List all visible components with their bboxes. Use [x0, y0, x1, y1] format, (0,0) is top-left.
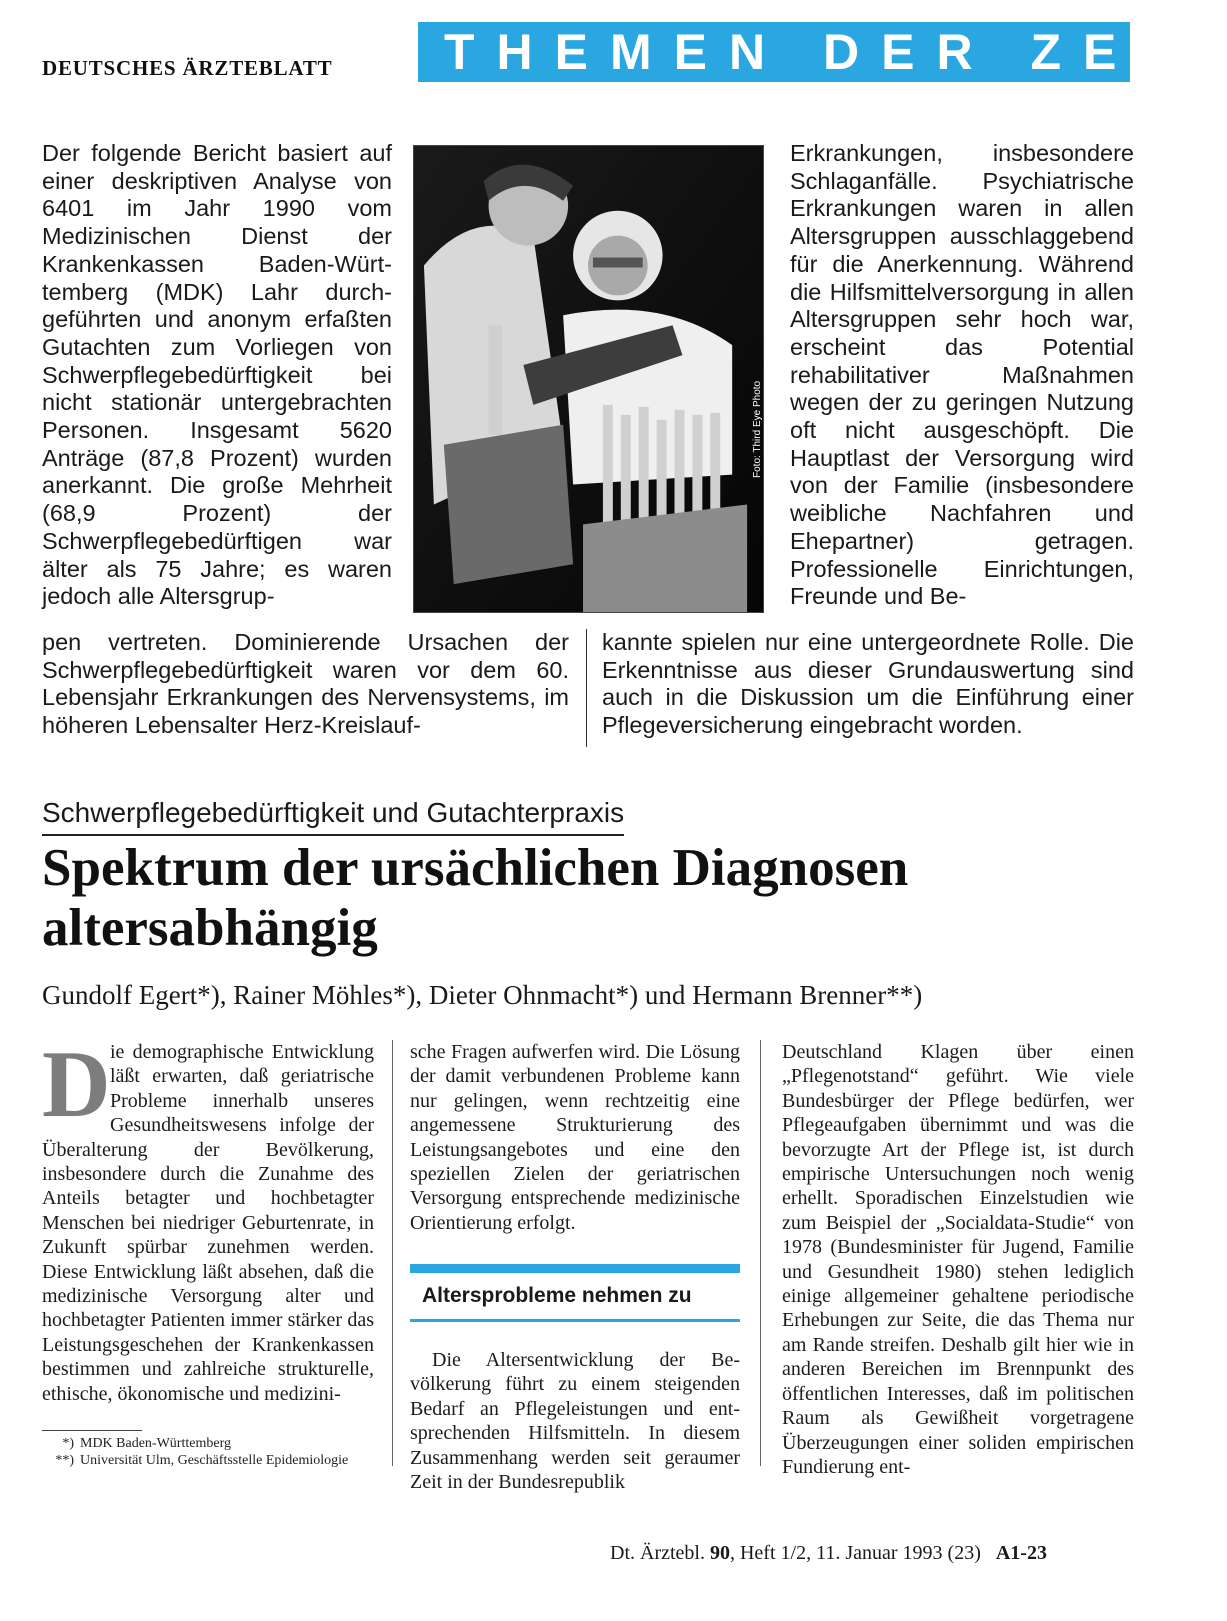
footnote-item: [42, 1452, 377, 1469]
lead-bottom-right: kannte spielen nur eine untergeordnete Rolle. Die Erkenntnisse aus dieser Grundauswertung sind auch in die Diskussion um die Einführung einer Pflegeversicherung eingebracht worden.: [602, 629, 1134, 739]
body-column-3: Deutschland Klagen über einen „Pflegenotstand“ geführt. Wie viele Bundesbürger der Pflege bedürfen, wer Pflegeaufgaben übernimmt und was die bevorzugte Art der Pflege ist, ist durch empirische Untersuchungen noch wenig erhellt. Sporadischen Einzelstudien wie zum Beispiel der „Socialdata-Studie“ von 1978 (Bundesminister für Jugend, Familie und Gesundheit 1980) stehen lediglich einige allgemeiner gehaltene periodische Erhebungen zur Seite, die das Thema nur am Rande streifen. Deshalb gilt hier wie in anderen Bereichen im Brennpunkt des öffentlichen Interesses, daß im politischen Raum als Gewißheit vorgetragene Überzeugungen einer soliden empirischen Fundierung ent-: [782, 1041, 1134, 1478]
footnote-rule: [42, 1430, 142, 1431]
photo-illustration: [414, 146, 763, 612]
article-authors: Gundolf Egert*), Rainer Möhles*), Dieter Ohnmacht*) und Hermann Brenner**): [42, 980, 923, 1010]
journal-name: DEUTSCHES ÄRZTEBLATT: [42, 56, 333, 80]
column-divider-2: [760, 1040, 761, 1466]
lead-divider: [586, 629, 587, 747]
footnote-text: MDK Baden-Württemberg: [80, 1436, 231, 1451]
footnote-text: Universität Ulm, Geschäftsstelle Epidemiologie: [80, 1453, 349, 1468]
body-column-1-text: ie demographische Entwicklung läßt erwarten, daß geriatrische Probleme innerhalb unseres Gesundheitswesens infolge der Überalterung der Bevölkerung, insbesondere durch die Zunahme des Anteils betagter und hochbetagter Menschen bei niedriger Geburtenrate, in Zukunft spürbar zunehmen werden. Diese Entwicklung läßt absehen, daß die medizinische Versorgung alter und hochbetagter Patienten immer stärker das Leistungsgeschehen der Krankenkassen bestimmen und zahlreiche strukturelle, ethische, ökonomische und medizini-: [42, 1041, 374, 1405]
page-footer: [610, 1542, 1047, 1565]
body-column-2: sche Fragen aufwerfen wird. Die Lösung der damit verbundenen Probleme kann nur gelingen, wenn rechtzeitig eine angemessene Strukturierung des Leistungsangebotes und eine den speziellen Zielen der geriatrischen Versorgung entsprechende medizinische Orientierung erfolgt.: [410, 1041, 740, 1234]
footnotes: [42, 1435, 377, 1469]
lead-column-3: Erkrankungen, insbesondere Schlaganfälle. Psychiatrische Erkrankungen waren in allen Altersgruppen ausschlaggebend für die Anerkennung. Während die Hilfsmittelversorgung in allen Altersgruppen sehr hoch war, erscheint das Potential rehabilitativer Maßnahmen wegen der zu geringen Nutzung oft nicht ausgeschöpft. Die Hauptlast der Versorgung wird von der Familie (insbesondere weibliche Nachfahren und Ehepartner) getragen. Professionelle Einrichtungen, Freunde und Be-: [790, 140, 1134, 610]
section-banner: THEMEN DER ZEIT: [418, 22, 1130, 82]
footnote-item: [42, 1435, 377, 1452]
photo-credit: Foto: Third Eye Photo: [752, 380, 763, 478]
column-divider-1: [392, 1040, 393, 1466]
body-column-2-continued: Die Altersentwicklung der Bevölkerung führt zu einem steigenden Bedarf an Pflegeleistungen und entsprechenden Hilfsmitteln. In diesem Zusammenhang werden seit geraumer Zeit in der Bundesrepublik: [410, 1349, 740, 1494]
article-photo: [413, 145, 764, 613]
footnote-mark: **): [55, 1453, 74, 1468]
lead-column-1: Der folgende Bericht basiert auf einer deskriptiven Analyse von 6401 im Jahr 1990 vom Medizinischen Dienst der Krankenkassen Baden-Württemberg (MDK) Lahr durchgeführten und anonym erfaßten Gutachten zum Vorliegen von Schwerpflegebedürftigkeit bei nicht stationär untergebrachten Personen. Insgesamt 5620 Anträge (87,8 Prozent) wurden anerkannt. Die große Mehrheit (68,9 Prozent) der Schwerpflegebedürftigen war älter als 75 Jahre; es waren jedoch alle Altersgrup-: [42, 140, 392, 610]
lead-bottom-left: pen vertreten. Dominierende Ursachen der Schwerpflegebedürftigkeit waren vor dem 60. Lebensjahr Erkrankungen des Nervensystems, im höheren Lebensalter Herz-Kreislauf-: [42, 629, 569, 739]
citation-volume: 90: [709, 1542, 730, 1564]
subhead-box: Altersprobleme nehmen zu: [410, 1264, 740, 1322]
drop-cap: D: [42, 1031, 111, 1137]
footnote-mark: *): [62, 1436, 74, 1451]
citation-prefix: Dt. Ärztebl.: [610, 1542, 705, 1564]
article-kicker: Schwerpflegebedürftigkeit und Gutachterpraxis: [42, 797, 624, 836]
article-headline: Spektrum der ursächlichen Diagnosen altersabhängig: [42, 839, 909, 957]
citation-rest: , Heft 1/2, 11. Januar 1993 (23): [729, 1542, 981, 1564]
body-column-1: [42, 1031, 374, 1406]
page-number: A1-23: [995, 1542, 1047, 1564]
